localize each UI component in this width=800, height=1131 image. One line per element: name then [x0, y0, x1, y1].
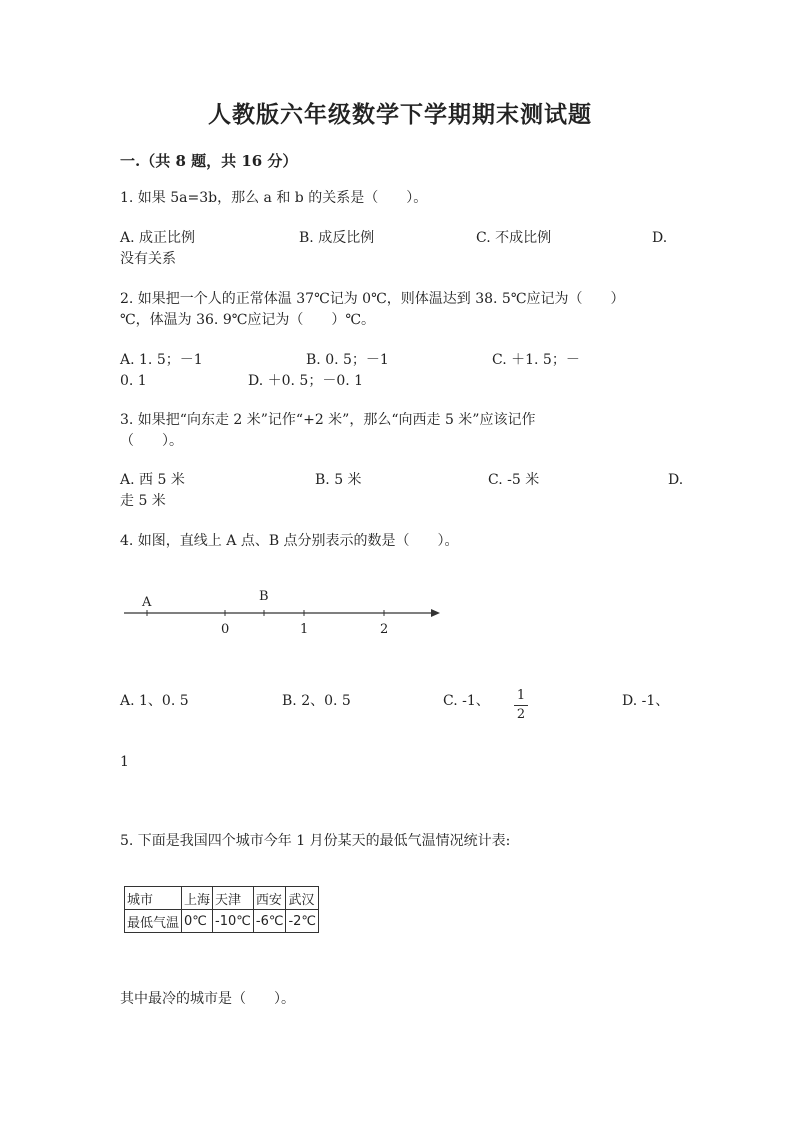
q3-option-d: D.	[668, 472, 684, 488]
table-cell: 最低气温	[125, 910, 182, 933]
fraction-denominator: 2	[516, 707, 526, 722]
q1-stem: 1. 如果 5a=3b，那么 a 和 b 的关系是（ ）。	[120, 190, 428, 206]
q3-option-d-text: 走 5 米	[120, 493, 166, 509]
fraction-bar	[514, 705, 528, 706]
table-cell: 城市	[125, 887, 182, 910]
table-cell: -2℃	[286, 910, 319, 933]
q4-stem: 4. 如图，直线上 A 点、B 点分别表示的数是（ ）。	[120, 533, 459, 549]
fraction-numerator: 1	[516, 688, 526, 703]
table-row	[125, 910, 319, 933]
q4-option-c-fraction	[514, 688, 528, 723]
q1-option-b: B. 成反比例	[299, 230, 375, 246]
q1-option-a: A. 成正比例	[120, 230, 196, 246]
arrow-head-icon	[431, 609, 440, 617]
tick-label-2: 2	[380, 622, 389, 636]
q4-option-d: D. -1、	[622, 693, 670, 709]
table-cell: 上海	[182, 887, 213, 910]
tick-label-0: 0	[221, 622, 230, 636]
table-cell: 0℃	[182, 910, 213, 933]
q3-stem-line1: 3. 如果把“向东走 2 米”记作“+2 米”，那么“向西走 5 米”应该记作	[120, 412, 536, 428]
q3-stem-line2: （ ）。	[120, 433, 183, 449]
q2-stem-line2: ℃，体温为 36. 9℃应记为（ ）℃。	[120, 312, 376, 328]
q4-option-c: C. -1、	[443, 693, 490, 709]
q2-option-b: B. 0. 5；－1	[306, 352, 389, 368]
q4-option-b: B. 2、0. 5	[282, 693, 351, 709]
q2-stem-line1: 2. 如果把一个人的正常体温 37℃记为 0℃，则体温达到 38. 5℃应记为（ ）	[120, 291, 625, 307]
section-heading: 一.（共 8 题，共 16 分）	[120, 152, 298, 170]
q4-option-a: A. 1、0. 5	[120, 693, 189, 709]
table-cell: -6℃	[253, 910, 286, 933]
table-row	[125, 887, 319, 910]
q2-option-c: C. ＋1. 5；－	[492, 352, 580, 368]
number-line-figure	[122, 586, 442, 636]
table-cell: 天津	[213, 887, 254, 910]
point-a-label: A	[142, 595, 152, 610]
table-cell: -10℃	[213, 910, 254, 933]
q3-option-c: C. -5 米	[488, 472, 540, 488]
q4-option-d-text: 1	[120, 754, 129, 770]
q3-option-b: B. 5 米	[315, 472, 362, 488]
q1-option-c: C. 不成比例	[476, 230, 552, 246]
q2-option-d: D. ＋0. 5；－0. 1	[248, 373, 364, 389]
q5-question: 其中最冷的城市是（ ）。	[120, 991, 295, 1007]
q1-option-d-text: 没有关系	[120, 251, 176, 267]
q1-option-d: D.	[652, 230, 668, 246]
page-title: 人教版六年级数学下学期期末测试题	[208, 101, 592, 128]
q5-stem: 5. 下面是我国四个城市今年 1 月份某天的最低气温情况统计表:	[120, 833, 511, 849]
temperature-table	[124, 886, 319, 933]
table-cell: 西安	[253, 887, 286, 910]
q3-option-a: A. 西 5 米	[120, 472, 185, 488]
table-cell: 武汉	[286, 887, 319, 910]
point-b-label: B	[259, 589, 269, 604]
tick-label-1: 1	[300, 622, 309, 636]
q2-option-a: A. 1. 5；－1	[120, 352, 203, 368]
q2-option-c-cont: 0. 1	[120, 373, 147, 389]
